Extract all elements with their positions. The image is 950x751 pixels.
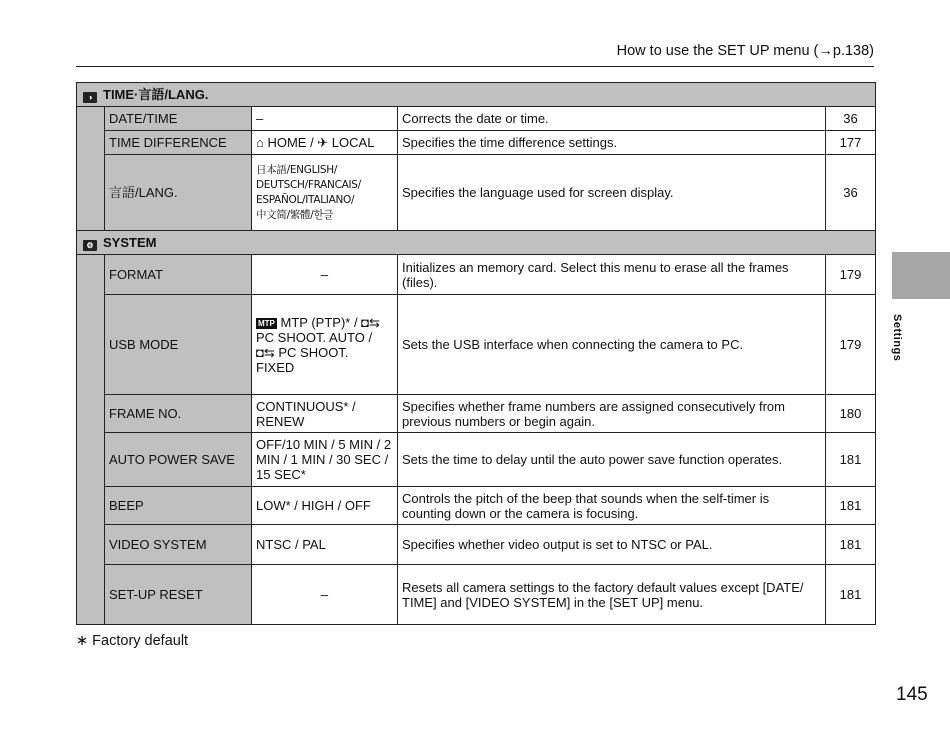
table-row xyxy=(77,565,876,625)
language-option-line: ESPAÑOL/ITALIANO/ xyxy=(256,193,355,206)
language-option-line: DEUTSCH/FRANCAIS/ xyxy=(256,178,361,191)
footnote: ∗ Factory default xyxy=(76,633,189,649)
usb-option-line: ◘⇆ PC SHOOT. xyxy=(256,344,349,360)
section-indent xyxy=(77,107,105,231)
setting-options: LOW* / HIGH / OFF xyxy=(252,487,398,525)
setting-description: Specifies the time difference settings. xyxy=(398,131,826,155)
section-title: TIME·言語/LANG. xyxy=(103,86,209,102)
setting-options: NTSC / PAL xyxy=(252,525,398,565)
setting-name: VIDEO SYSTEM xyxy=(105,525,252,565)
page-reference: 181 xyxy=(826,565,876,625)
setting-name: USB MODE xyxy=(105,295,252,395)
page-reference: 181 xyxy=(826,433,876,487)
header-rule xyxy=(76,66,874,67)
mtp-icon: MTP xyxy=(258,318,275,328)
section-header-time-lang xyxy=(77,83,876,107)
setting-name: FRAME NO. xyxy=(105,395,252,433)
setting-description: Specifies whether frame numbers are assigned consecutively from previous numbers or begin again. xyxy=(398,395,826,433)
page-header-title: How to use the SET UP menu (→p.138) xyxy=(616,43,874,59)
setting-name: AUTO POWER SAVE xyxy=(105,433,252,487)
usb-option-line: FIXED xyxy=(256,359,295,375)
setting-description: Resets all camera settings to the factory default values except [DATE/ TIME] and [VIDEO SYSTEM] in the [SET UP] menu. xyxy=(398,565,826,625)
page-reference: 181 xyxy=(826,487,876,525)
page-reference: 179 xyxy=(826,255,876,295)
usb-option-line: PC SHOOT. AUTO / xyxy=(256,329,373,345)
setting-options: – xyxy=(252,565,398,625)
setting-description: Sets the time to delay until the auto power save function operates. xyxy=(398,433,826,487)
usb-option-line: MTP (PTP)* / ◘⇆ xyxy=(280,314,380,330)
page-reference: 36 xyxy=(826,107,876,131)
setting-name: TIME DIFFERENCE xyxy=(105,131,252,155)
setting-name: FORMAT xyxy=(105,255,252,295)
table-row xyxy=(77,255,876,295)
setting-options xyxy=(252,155,398,231)
side-tab-marker xyxy=(892,252,950,299)
setting-name: SET-UP RESET xyxy=(105,565,252,625)
setting-name: BEEP xyxy=(105,487,252,525)
language-option-line: 日本語/ENGLISH/ xyxy=(256,163,338,176)
setting-description: Initializes an memory card. Select this menu to erase all the frames (files). xyxy=(398,255,826,295)
page-reference: 180 xyxy=(826,395,876,433)
table-row xyxy=(77,155,876,231)
setting-options: OFF/10 MIN / 5 MIN / 2 MIN / 1 MIN / 30 SEC / 15 SEC* xyxy=(252,433,398,487)
table-row xyxy=(77,131,876,155)
setting-options: ⌂ HOME / ✈ LOCAL xyxy=(252,131,398,155)
setting-description: Specifies the language used for screen display. xyxy=(398,155,826,231)
clock-lang-icon: ◑ xyxy=(83,92,97,103)
page-number: 145 xyxy=(896,684,928,705)
page-reference: 179 xyxy=(826,295,876,395)
setup-menu-table xyxy=(76,82,876,625)
table-row xyxy=(77,295,876,395)
setting-description: Sets the USB interface when connecting the camera to PC. xyxy=(398,295,826,395)
language-option-line: 中文简/繁體/한글 xyxy=(256,208,334,221)
setting-options: – xyxy=(252,107,398,131)
table-row xyxy=(77,487,876,525)
setting-name: DATE/TIME xyxy=(105,107,252,131)
side-tab-label: Settings xyxy=(891,314,903,362)
page-reference: 181 xyxy=(826,525,876,565)
setting-description: Controls the pitch of the beep that sounds when the self-timer is counting down or the camera is focusing. xyxy=(398,487,826,525)
setting-options: – xyxy=(252,255,398,295)
setting-description: Specifies whether video output is set to NTSC or PAL. xyxy=(398,525,826,565)
setting-description: Corrects the date or time. xyxy=(398,107,826,131)
table-row xyxy=(77,433,876,487)
setting-options: CONTINUOUS* / RENEW xyxy=(252,395,398,433)
section-header-system xyxy=(77,231,876,255)
table-row xyxy=(77,525,876,565)
page-reference: 36 xyxy=(826,155,876,231)
section-indent xyxy=(77,255,105,625)
setting-options xyxy=(252,295,398,395)
table-row xyxy=(77,107,876,131)
table-row xyxy=(77,395,876,433)
setting-name: 言語/LANG. xyxy=(105,155,252,231)
page-reference: 177 xyxy=(826,131,876,155)
gear-icon: ⚙ xyxy=(83,240,97,251)
section-title: SYSTEM xyxy=(103,234,157,250)
